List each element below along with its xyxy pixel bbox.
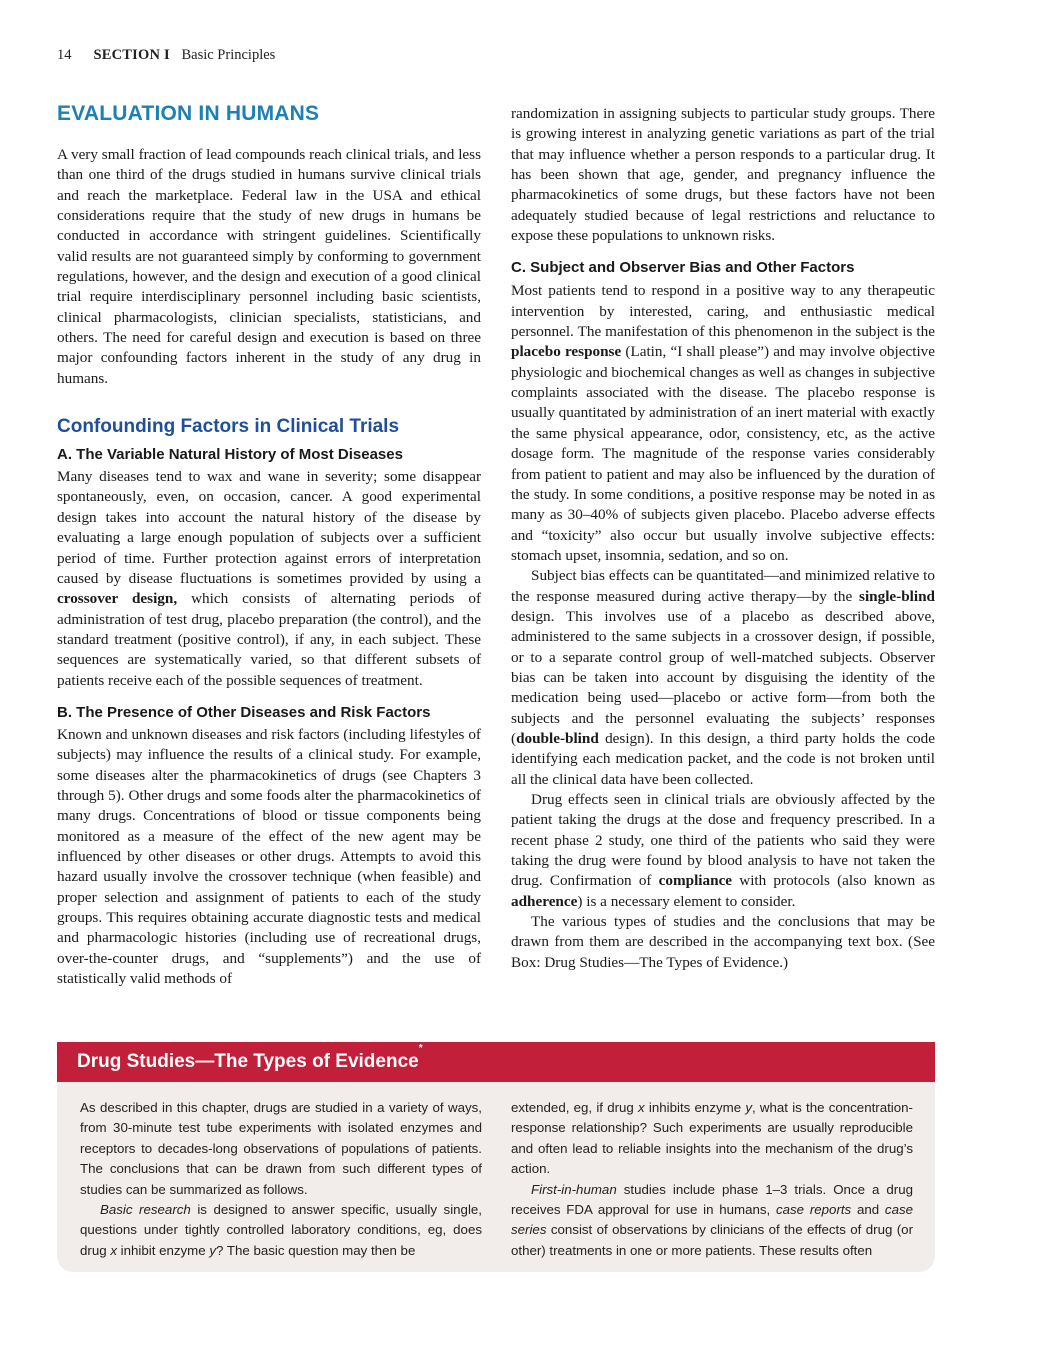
intro-paragraph: A very small fraction of lead compounds reach clinical trials, and less than one third of the drugs studied in humans survive clinical trials and reach the marketplace. Federal law in the USA and ethical considerations require that the study of new drugs in humans be conducted in accordance with stringent guidelines. Scientifically valid results are not guaranteed simply by conforming to government regulations, however, and the design and execution of a good clinical trial require interdisciplinary personnel including basic scientists, clinical pharmacologists, clinician specialists, statisticians, and others. The need for careful design and execution is based on three major confounding factors inherent in the study of any drug in humans. bbox=[57, 146, 481, 387]
paragraph-a-text-cont: which consists of alternating periods of administration of test drug, placebo preparation (the control), and the standard treatment (positive control), if any, in each subject. These sequences are systematically varied, so that different subsets of patients receive each of the possible sequences of treatment. bbox=[57, 590, 481, 689]
var-y: y bbox=[745, 1100, 752, 1115]
box-paragraph-2 bbox=[80, 1200, 482, 1261]
term-compliance: compliance bbox=[658, 872, 733, 890]
term-crossover-design: crossover design, bbox=[57, 590, 178, 608]
box-paragraph-4 bbox=[511, 1180, 913, 1262]
evidence-box bbox=[57, 1042, 935, 1272]
box-left-column bbox=[80, 1098, 482, 1261]
left-column bbox=[57, 100, 481, 989]
box-right-column bbox=[511, 1098, 913, 1261]
paragraph-a-text: Many diseases tend to wax and wane in severity; some disappear spontaneously, even, on occasion, cancer. A good experimental design takes into account the natural history of the disease by evaluating a large enough population of subjects over a sufficient period of time. Further protection against errors of interpretation caused by disease fluctuations is sometimes provided by using a bbox=[57, 468, 481, 587]
box-paragraph-2-text: is designed to answer specific, usually single, questions under tightly controlled laboratory conditions, eg, does drug bbox=[80, 1202, 482, 1258]
box-paragraph-2-text-cont: inhibit enzyme bbox=[116, 1242, 210, 1258]
subsection-heading: Confounding Factors in Clinical Trials bbox=[57, 416, 400, 438]
heading-b: B. The Presence of Other Diseases and Risk Factors bbox=[57, 703, 431, 721]
term-case-reports: case reports bbox=[775, 1202, 852, 1218]
box-paragraph-4-text: studies include phase 1–3 trials. Once a drug receives FDA approval for use in humans, bbox=[511, 1181, 913, 1218]
var-x: x bbox=[638, 1100, 645, 1115]
box-body bbox=[57, 1082, 935, 1272]
paragraph-c3-text-cont: with protocols (also known as bbox=[732, 872, 935, 890]
paragraph-c1-text: Most patients tend to respond in a positive way to any therapeutic intervention by interested, caring, and enthusiastic medical personnel. The manifestation of this phenomenon in the subject is the bbox=[511, 282, 935, 341]
paragraph-c2-text-end: design). In this design, a third party holds the code identifying each medication packet, and the code is not broken until all the clinical data have been collected. bbox=[511, 729, 935, 788]
box-paragraph-4-text-cont: and bbox=[851, 1202, 885, 1218]
paragraph-a bbox=[57, 467, 481, 691]
var-x: x bbox=[110, 1242, 117, 1258]
box-title-footnote-mark: * bbox=[418, 1043, 423, 1054]
paragraph-c1-text-cont: (Latin, “I shall please”) and may involve objective physiologic and biochemical changes as well as changes in subjective complaints associated with the disease. The placebo response is usually quantitated by administration of an inert material with exactly the same physical appearance, odor, consistency, etc, as the active dosage form. The magnitude of the response varies considerably from patient to patient and may also be influenced by the duration of the study. In some conditions, a positive response may be noted in as many as 30–40% of subjects given placebo. Placebo adverse effects and “toxicity” also occur but usually involve subjective effects: stomach upset, insomnia, sedation, and so on. bbox=[511, 343, 935, 564]
paragraph-c3-text: Drug effects seen in clinical trials are obviously affected by the patient taking the drugs at the dose and frequency prescribed. In a recent phase 2 study, one third of the patients who said they were taking the drug were found by blood analysis to have not taken the drug. Confirmation of bbox=[511, 791, 935, 890]
box-paragraph-2-text-end: ? The basic question may then be bbox=[216, 1242, 416, 1258]
term-adherence: adherence bbox=[511, 892, 578, 910]
paragraph-c3-text-end: ) is a necessary element to consider. bbox=[577, 892, 796, 910]
heading-c: C. Subject and Observer Bias and Other Factors bbox=[511, 259, 855, 277]
paragraph-c2-text: Subject bias effects can be quantitated—and minimized relative to the response measured during active therapy—by the bbox=[511, 567, 935, 605]
term-single-blind: single-blind bbox=[859, 587, 935, 605]
heading-a: A. The Variable Natural History of Most Diseases bbox=[57, 446, 403, 464]
paragraph-b: Known and unknown diseases and risk factors (including lifestyles of subjects) may influence the results of a clinical study. For example, some diseases alter the pharmacokinetics of drugs (see Chapters 3 through 5). Other drugs and some foods alter the pharmacokinetics of many drugs. Concentrations of blood or tissue components being monitored as a measure of the effect of the new agent may be influenced by other diseases or other drugs. Attempts to avoid this hazard usually involve the crossover technique (when feasible) and proper selection and assignment of patients to each of the study groups. This requires obtaining accurate diagnostic tests and medical and pharmacologic histories (including use of recreational drugs, over-the-counter drugs, and “supplements”) and the use of statistically valid methods of bbox=[57, 725, 481, 988]
term-basic-research: Basic research bbox=[100, 1202, 191, 1218]
page-number: 14 bbox=[57, 47, 72, 63]
paragraph-c2-text-cont: design. This involves use of a placebo as described above, administered to the same subjects in a crossover design, if possible, or to a separate control group of well-matched subjects. Observer bias can be taken into account by disguising the identity of the medication being used—placebo or active form—from both the subjects and the personnel evaluating the subjects’ responses ( bbox=[511, 607, 935, 747]
term-case-series: case series bbox=[511, 1202, 914, 1238]
var-y: y bbox=[209, 1242, 217, 1258]
section-heading: EVALUATION IN HUMANS bbox=[57, 102, 320, 125]
continuation-paragraph: randomization in assigning subjects to particular study groups. There is growing interest in analyzing genetic variations as part of the trial that may influence whether a person responds to a particular drug. It has been shown that age, gender, and pregnancy influence the pharmacokinetics of some drugs, but these factors have not been adequately studied because of legal restrictions and reluctance to expose these populations to unknown risks. bbox=[511, 105, 935, 245]
box-title-banner bbox=[57, 1042, 935, 1082]
right-column bbox=[511, 104, 935, 973]
section-title: Basic Principles bbox=[181, 47, 276, 63]
box-title: Drug Studies—The Types of Evidence bbox=[77, 1051, 419, 1072]
section-label: SECTION I bbox=[93, 47, 170, 63]
term-placebo-response: placebo response bbox=[511, 343, 622, 361]
paragraph-c1 bbox=[511, 281, 935, 566]
box-paragraph-1: As described in this chapter, drugs are studied in a variety of ways, from 30-minute test tube experiments with isolated enzymes and receptors to decades-long observations of populations of patients. The conclusions that can be drawn from such different types of studies can be summarized as follows. bbox=[80, 1100, 482, 1197]
paragraph-c3 bbox=[511, 790, 935, 912]
term-first-in-human: First-in-human bbox=[531, 1181, 617, 1197]
paragraph-c2 bbox=[511, 566, 935, 790]
box-paragraph-3-text: extended, eg, if drug bbox=[511, 1100, 639, 1115]
box-paragraph-3-text-end: , what is the concentration-response relationship? Such experiments are usually reproducible and often lead to reliable insights into the mechanism of the drug’s action. bbox=[511, 1100, 913, 1177]
paragraph-c4: The various types of studies and the conclusions that may be drawn from them are described in the accompanying text box. (See Box: Drug Studies—The Types of Evidence.) bbox=[511, 913, 935, 971]
running-head bbox=[57, 47, 275, 64]
term-double-blind: double-blind bbox=[516, 729, 599, 747]
box-paragraph-4-text-end: consist of observations by clinicians of the effects of drug (or other) treatments in one or more patients. These results often bbox=[511, 1222, 913, 1258]
box-paragraph-3-text-cont: inhibits enzyme bbox=[644, 1100, 746, 1115]
box-paragraph-3 bbox=[511, 1098, 913, 1180]
